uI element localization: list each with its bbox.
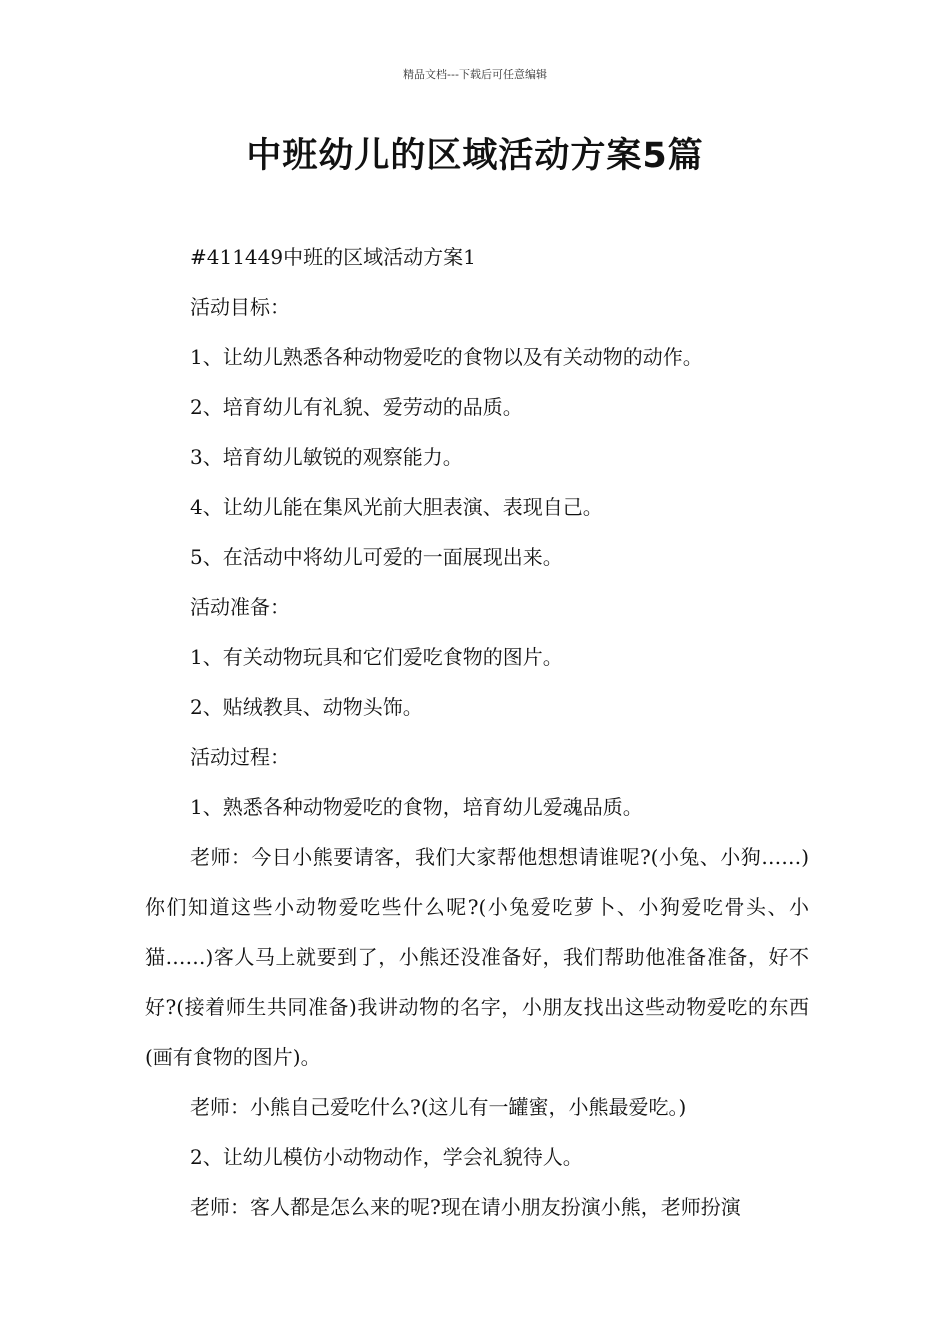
paragraph: 2、培育幼儿有礼貌、爱劳动的品质。 — [190, 395, 523, 419]
paragraph: 活动准备： — [190, 595, 290, 619]
document-body — [145, 232, 809, 1232]
paragraph: 4、让幼儿能在集风光前大胆表演、表现自己。 — [190, 495, 603, 519]
document-title: 中班幼儿的区域活动方案5篇 — [246, 136, 704, 176]
header-note: 精品文档---下载后可任意编辑 — [403, 68, 547, 81]
paragraph: 1、熟悉各种动物爱吃的食物，培育幼儿爱魂品质。 — [190, 795, 643, 819]
paragraph: 1、让幼儿熟悉各种动物爱吃的食物以及有关动物的动作。 — [190, 345, 703, 369]
paragraph: 老师：小熊自己爱吃什么?(这儿有一罐蜜，小熊最爱吃。) — [190, 1095, 687, 1119]
paragraph: 2、贴绒教具、动物头饰。 — [190, 695, 423, 719]
paragraph: 1、有关动物玩具和它们爱吃食物的图片。 — [190, 645, 563, 669]
paragraph: 活动过程： — [190, 745, 290, 769]
paragraph: 3、培育幼儿敏锐的观察能力。 — [190, 445, 463, 469]
section-heading: #411449中班的区域活动方案1 — [190, 245, 476, 269]
paragraph: 老师：客人都是怎么来的呢?现在请小朋友扮演小熊，老师扮演 — [190, 1195, 741, 1219]
paragraph: 老师：今日小熊要请客，我们大家帮他想想请谁呢?(小兔、小狗……)你们知道这些小动物爱吃些什么呢?(小兔爱吃萝卜、小狗爱吃骨头、小猫……)客人马上就要到了，小熊还没准备好，我们帮助他准备准备，好不好?(接着师生共同准备)我讲动物的名字，小朋友找出这些动物爱吃的东西(画有食物的图片)。 — [145, 845, 809, 1069]
paragraph: 2、让幼儿模仿小动物动作，学会礼貌待人。 — [190, 1145, 583, 1169]
paragraph: 活动目标： — [190, 295, 290, 319]
paragraph: 5、在活动中将幼儿可爱的一面展现出来。 — [190, 545, 563, 569]
